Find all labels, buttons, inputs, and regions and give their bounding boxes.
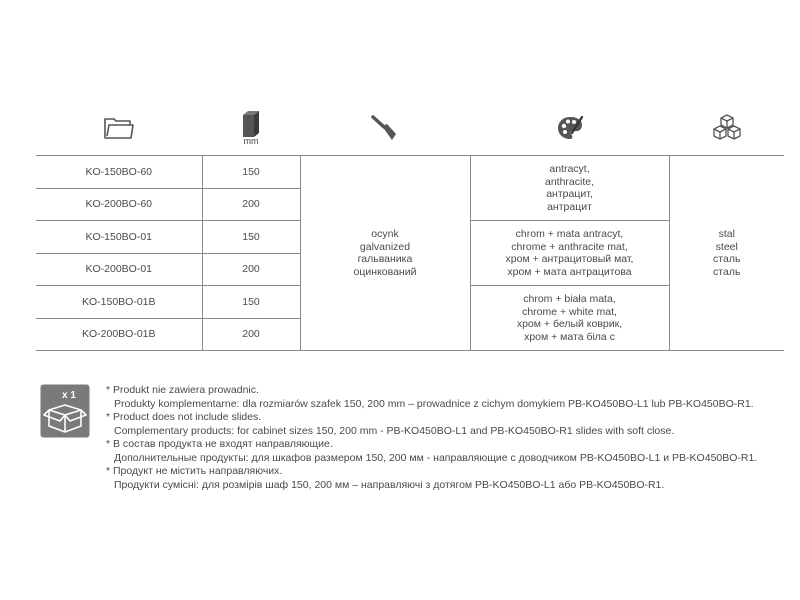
material-cell [669,156,784,351]
finish-line: galvanized [359,240,411,253]
mm-label: mm [243,136,259,146]
color-line: хром + мата антрацитова [507,265,632,278]
product-code: KO-150BO-01B [36,286,202,319]
product-code: KO-200BO-60 [36,188,202,221]
note-line: Produkty komplementarne: dla rozmiarów szafek 150, 200 mm – prowadnice z cichym domykiem PB-KO450BO-L1 lub PB-KO450BO-R1. [114,397,754,410]
color-cell [470,286,669,351]
package-quantity: x 1 [62,390,76,401]
finish-line: ocynk [371,228,399,240]
note-line: * Product does not include slides. [106,411,262,423]
note-line: * Produkt nie zawiera prowadnic. [106,384,259,396]
color-line: chrome + anthracite mat, [511,240,628,253]
note-line: Продукти сумісні: для розмірів шаф 150, 200 мм – направляючі з дотягом PB-KO450BO-L1 або PB-KO450BO-R1. [114,478,665,491]
cabinet-size: 150 [202,156,300,189]
product-code: KO-150BO-60 [36,156,202,189]
cabinet-size: 200 [202,188,300,221]
color-line: антрацит [547,200,592,213]
cabinet-size-icon [202,100,300,156]
table-row [36,156,784,189]
color-line: chrom + biała mata, [523,293,616,305]
cabinet-size: 200 [202,253,300,286]
product-spec-table [36,155,784,351]
material-line: сталь [713,265,741,278]
color-line: chrom + mata antracyt, [515,228,624,240]
note-line: * В состав продукта не входят направляющие. [106,438,333,450]
color-line: хром + антрацитовый мат, [505,253,634,265]
folder-icon [36,100,202,156]
material-line: сталь [713,253,741,265]
color-line: хром + мата біла с [524,330,615,343]
material-line: steel [715,240,738,253]
cubes-icon [669,100,784,156]
color-line: chrome + white mat, [522,305,617,318]
color-line: antracyt, [549,163,590,175]
color-line: anthracite, [544,175,595,188]
cabinet-size: 200 [202,318,300,351]
paint-brush-icon [300,100,470,156]
note-line: Complementary products: for cabinet sizes 150, 200 mm - PB-KO450BO-L1 and PB-KO450BO-R1 slides with soft close. [114,424,675,437]
color-line: хром + белый коврик, [516,318,623,330]
material-line: stal [718,228,735,240]
cabinet-size: 150 [202,286,300,319]
product-code: KO-200BO-01 [36,253,202,286]
product-code: KO-200BO-01B [36,318,202,351]
color-cell [470,156,669,221]
note-line: * Продукт не містить направляючих. [106,465,283,477]
header-icon-row [36,100,784,156]
cabinet-size: 150 [202,221,300,254]
note-line: Дополнительные продукты: для шкафов размером 150, 200 мм - направляющие с доводчиком PB-KO450BO-L1 и PB-KO450BO-R1. [114,451,758,464]
color-line: антрацит, [546,188,593,200]
product-code: KO-150BO-01 [36,221,202,254]
finish-line: гальваника [357,253,413,265]
product-notes [106,384,757,492]
palette-icon [470,100,669,156]
finish-line: оцинкований [353,265,417,278]
finish-cell [300,156,470,351]
box-icon [40,384,90,443]
color-cell [470,221,669,286]
